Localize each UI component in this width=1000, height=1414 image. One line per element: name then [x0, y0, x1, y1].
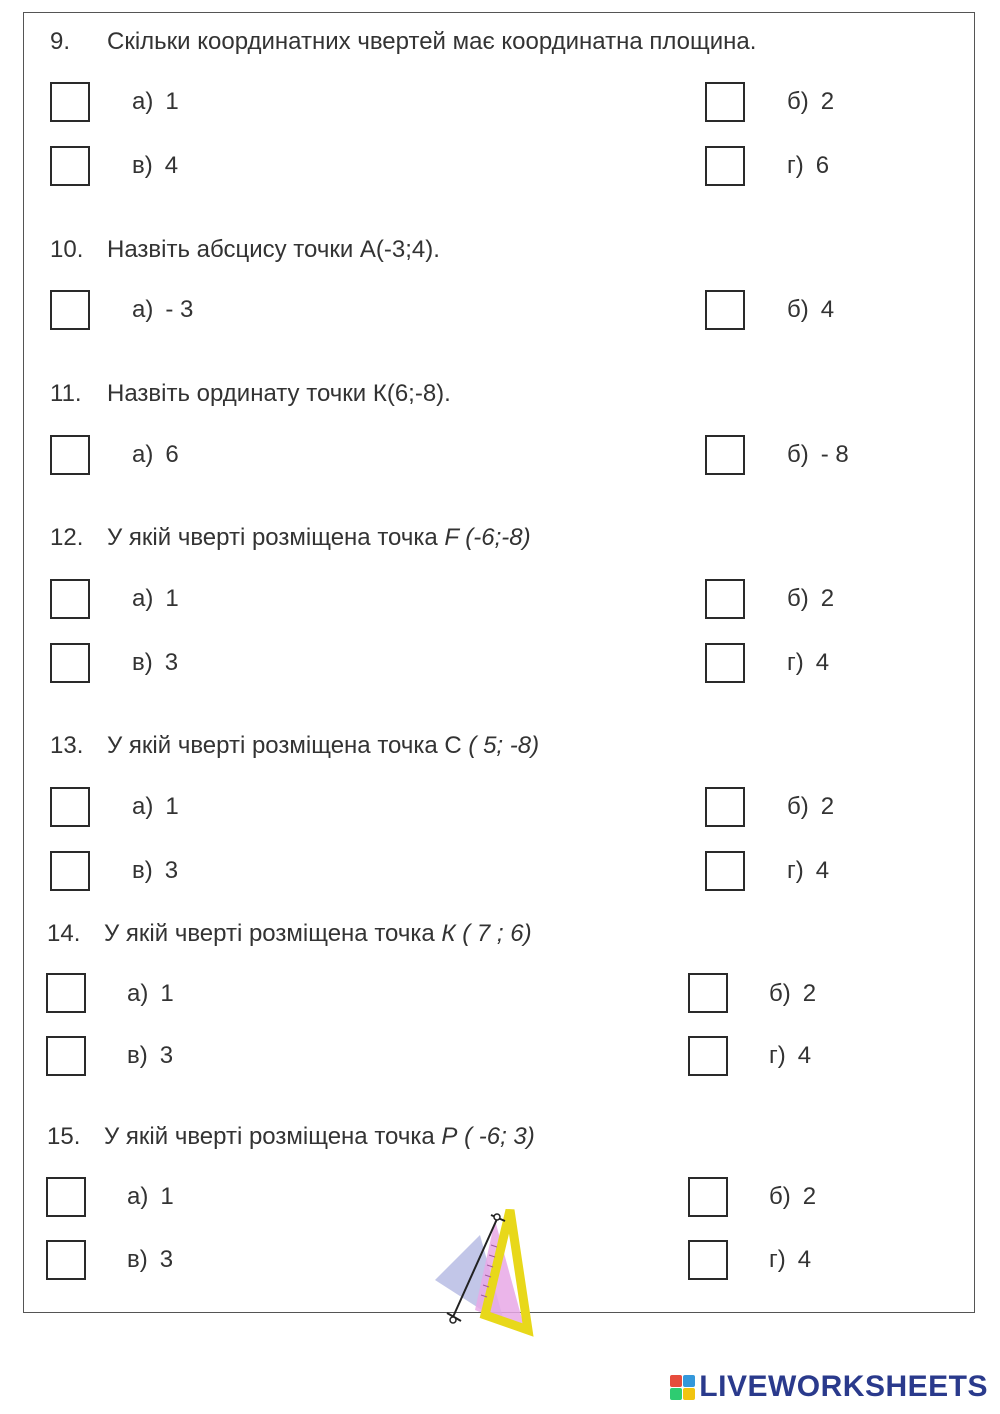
answer-checkbox-11b[interactable] [705, 435, 745, 475]
answer-checkbox-14d[interactable] [688, 1036, 728, 1076]
answer-checkbox-9d[interactable] [705, 146, 745, 186]
answer-checkbox-9c[interactable] [50, 146, 90, 186]
answer-checkbox-9b[interactable] [705, 82, 745, 122]
answer-checkbox-13b[interactable] [705, 787, 745, 827]
answer-checkbox-10b[interactable] [705, 290, 745, 330]
answer-checkbox-10a[interactable] [50, 290, 90, 330]
question-9: 9. Скільки координатних чвертей має координатна площина. [50, 28, 757, 55]
question-15: 15. У якій чверті розміщена точка Р ( -6; 3) [47, 1123, 535, 1150]
option-13c: в) 3 [132, 857, 179, 884]
option-14d: г) 4 [769, 1042, 812, 1069]
option-12b: б) 2 [787, 585, 835, 612]
answer-checkbox-12a[interactable] [50, 579, 90, 619]
option-12c: в) 3 [132, 649, 179, 676]
option-10a: а) - 3 [132, 296, 194, 323]
answer-checkbox-14c[interactable] [46, 1036, 86, 1076]
liveworksheets-logo-icon [670, 1375, 695, 1400]
liveworksheets-logo[interactable] [670, 1370, 988, 1404]
option-10b: б) 4 [787, 296, 835, 323]
answer-checkbox-15d[interactable] [688, 1240, 728, 1280]
answer-checkbox-12b[interactable] [705, 579, 745, 619]
answer-checkbox-15b[interactable] [688, 1177, 728, 1217]
option-15b: б) 2 [769, 1183, 817, 1210]
answer-checkbox-13c[interactable] [50, 851, 90, 891]
option-15c: в) 3 [127, 1246, 174, 1273]
option-15d: г) 4 [769, 1246, 812, 1273]
answer-checkbox-13a[interactable] [50, 787, 90, 827]
option-14c: в) 3 [127, 1042, 174, 1069]
answer-checkbox-12c[interactable] [50, 643, 90, 683]
option-9c: в) 4 [132, 152, 179, 179]
answer-checkbox-12d[interactable] [705, 643, 745, 683]
question-12: 12. У якій чверті розміщена точка F (-6;-8) [50, 524, 531, 551]
option-12a: а) 1 [132, 585, 179, 612]
option-11a: а) 6 [132, 441, 179, 468]
question-10: 10. Назвіть абсцису точки А(-3;4). [50, 236, 440, 263]
option-9b: б) 2 [787, 88, 835, 115]
answer-checkbox-15c[interactable] [46, 1240, 86, 1280]
option-13d: г) 4 [787, 857, 830, 884]
option-13a: а) 1 [132, 793, 179, 820]
question-14: 14. У якій чверті розміщена точка К ( 7 ; 6) [47, 920, 532, 947]
answer-checkbox-13d[interactable] [705, 851, 745, 891]
answer-checkbox-9a[interactable] [50, 82, 90, 122]
ruler-triangle-icon [425, 1205, 535, 1340]
option-9a: а) 1 [132, 88, 179, 115]
option-13b: б) 2 [787, 793, 835, 820]
option-14b: б) 2 [769, 980, 817, 1007]
answer-checkbox-15a[interactable] [46, 1177, 86, 1217]
option-11b: б) - 8 [787, 441, 849, 468]
option-15a: а) 1 [127, 1183, 174, 1210]
option-14a: а) 1 [127, 980, 174, 1007]
answer-checkbox-14b[interactable] [688, 973, 728, 1013]
answer-checkbox-11a[interactable] [50, 435, 90, 475]
answer-checkbox-14a[interactable] [46, 973, 86, 1013]
option-9d: г) 6 [787, 152, 830, 179]
option-12d: г) 4 [787, 649, 830, 676]
question-11: 11. Назвіть ординату точки К(6;-8). [50, 380, 451, 407]
question-13: 13. У якій чверті розміщена точка С ( 5; -8) [50, 732, 540, 759]
logo-text: LIVEWORKSHEETS [699, 1370, 988, 1403]
